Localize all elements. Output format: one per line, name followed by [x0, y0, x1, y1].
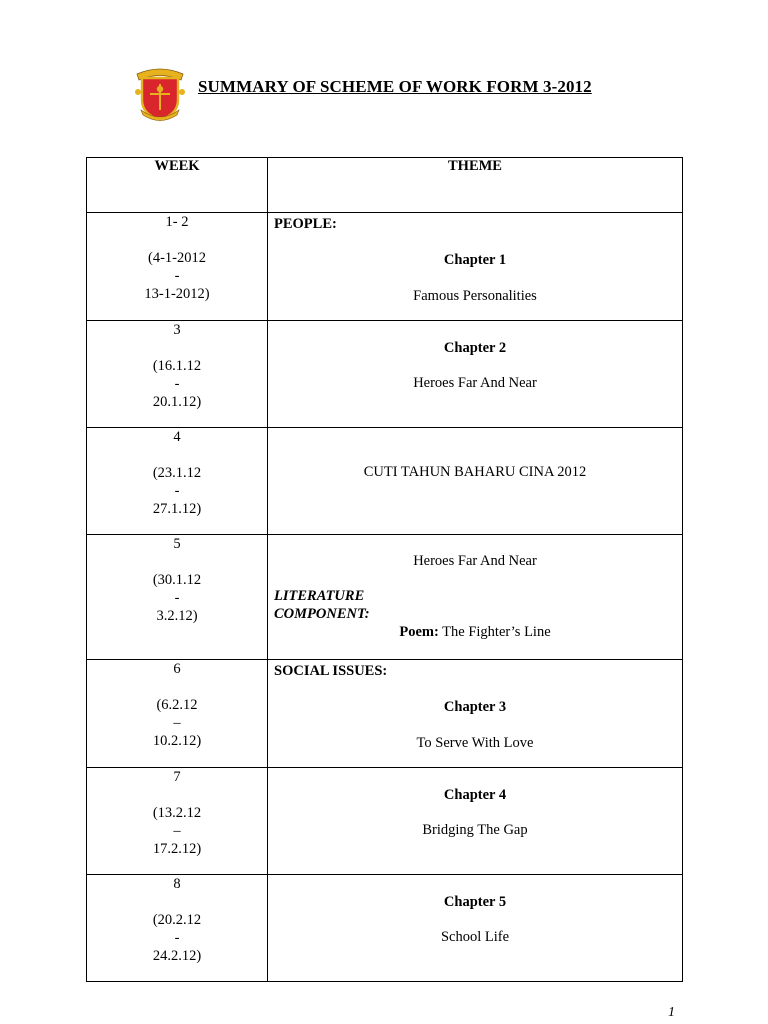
holiday-label: CUTI TAHUN BAHARU CINA 2012: [363, 464, 587, 480]
chapter-topic: Heroes Far And Near: [413, 375, 537, 391]
school-crest-logo: [131, 62, 189, 124]
chapter-label: Chapter 2: [443, 340, 507, 356]
week-number: 4: [173, 429, 181, 445]
table-header-row: [87, 158, 683, 213]
week-number: 6: [173, 661, 181, 677]
week-date-start: (4-1-2012: [148, 250, 206, 266]
week-number: 7: [173, 769, 181, 785]
week-date-end: 17.2.12): [152, 841, 202, 857]
week-date-end: 13-1-2012): [144, 286, 210, 302]
week-date-start: (30.1.12: [152, 572, 202, 588]
table-row: [87, 768, 683, 875]
chapter-label: Chapter 1: [443, 252, 507, 268]
theme-cell: [268, 875, 683, 982]
week-number: 1- 2: [165, 214, 189, 230]
chapter-topic: School Life: [440, 929, 510, 945]
week-date-dash: -: [174, 590, 180, 606]
week-date-dash: -: [174, 930, 180, 946]
theme-cell: [268, 321, 683, 428]
week-cell: [87, 535, 268, 660]
week-date-dash: –: [173, 823, 181, 839]
header-theme: THEME: [268, 158, 683, 213]
table-row: [87, 535, 683, 660]
week-cell: [87, 428, 268, 535]
week-date-start: (23.1.12: [152, 465, 202, 481]
table-row: [87, 428, 683, 535]
chapter-label: Chapter 4: [443, 787, 507, 803]
poem-line: [268, 623, 682, 641]
chapter-topic: Heroes Far And Near: [413, 553, 537, 569]
theme-cell: [268, 428, 683, 535]
chapter-topic: Famous Personalities: [413, 288, 537, 304]
week-cell: [87, 213, 268, 321]
week-date-start: (20.2.12: [152, 912, 202, 928]
theme-cell: [268, 213, 683, 321]
week-date-end: 3.2.12): [156, 608, 198, 624]
section-heading: PEOPLE:: [274, 216, 337, 232]
week-date-end: 20.1.12): [152, 394, 202, 410]
section-heading: SOCIAL ISSUES:: [274, 663, 388, 679]
theme-cell: [268, 660, 683, 768]
week-date-dash: -: [174, 376, 180, 392]
chapter-topic: To Serve With Love: [416, 735, 534, 751]
literature-heading-line2: COMPONENT:: [274, 606, 370, 622]
table-row: [87, 875, 683, 982]
theme-cell: [268, 768, 683, 875]
week-cell: [87, 660, 268, 768]
week-number: 8: [173, 876, 181, 892]
week-date-start: (6.2.12: [156, 697, 198, 713]
chapter-topic: Bridging The Gap: [422, 822, 528, 838]
week-date-start: (16.1.12: [152, 358, 202, 374]
week-date-end: 10.2.12): [152, 733, 202, 749]
week-number: 3: [173, 322, 181, 338]
poem-title: The Fighter’s Line: [438, 624, 551, 640]
theme-cell: [268, 535, 683, 660]
chapter-label: Chapter 3: [443, 699, 507, 715]
table-row: [87, 321, 683, 428]
week-cell: [87, 321, 268, 428]
week-date-end: 27.1.12): [152, 501, 202, 517]
week-number: 5: [173, 536, 181, 552]
literature-heading-line1: LITERATURE: [274, 588, 365, 604]
week-cell: [87, 875, 268, 982]
scheme-table: [86, 157, 683, 982]
chapter-label: Chapter 5: [443, 894, 507, 910]
week-cell: [87, 768, 268, 875]
week-date-dash: –: [173, 715, 181, 731]
week-date-dash: -: [174, 483, 180, 499]
week-date-dash: -: [174, 268, 180, 284]
document-title: SUMMARY OF SCHEME OF WORK FORM 3-2012: [198, 77, 592, 96]
page-number: 1: [668, 1005, 675, 1020]
table-row: [87, 660, 683, 768]
week-date-start: (13.2.12: [152, 805, 202, 821]
poem-label: Poem:: [399, 624, 439, 640]
week-date-end: 24.2.12): [152, 948, 202, 964]
table-row: [87, 213, 683, 321]
header-week: WEEK: [87, 158, 268, 213]
